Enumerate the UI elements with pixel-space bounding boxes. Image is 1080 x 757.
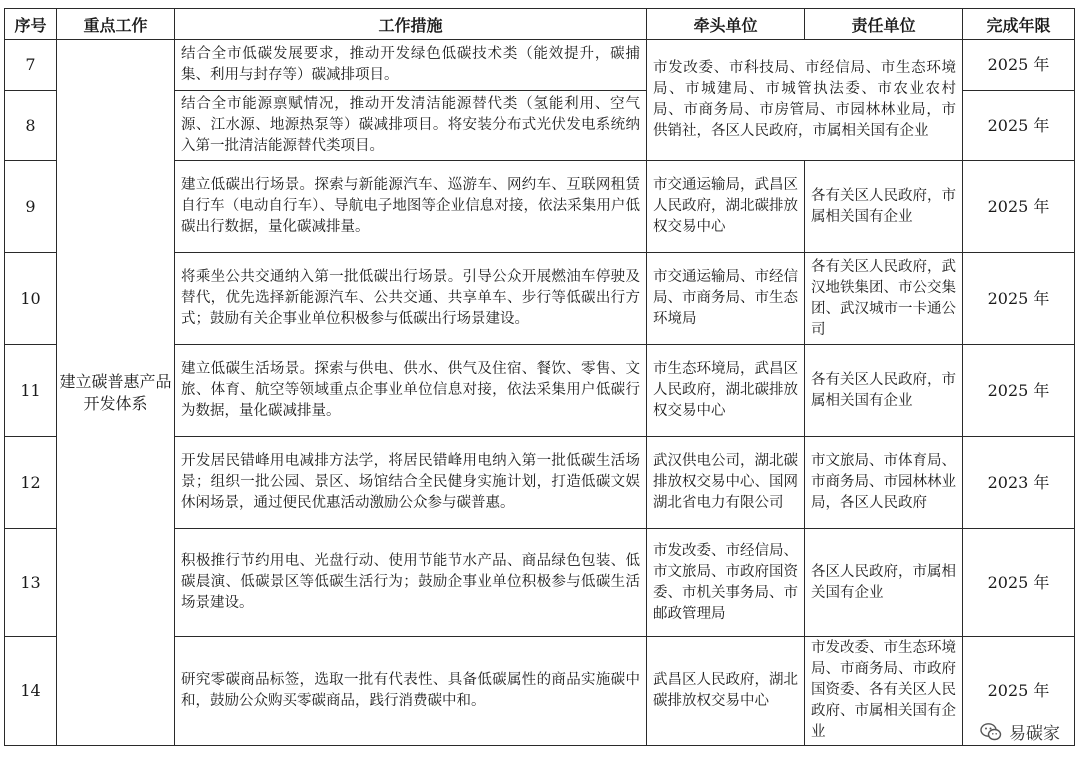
measure-text: 结合全市低碳发展要求，推动开发绿色低碳技术类（能效提升，碳捕集、利用与封存等）碳减排项目。 xyxy=(175,40,647,91)
header-no: 序号 xyxy=(5,9,57,40)
measure-text: 建立低碳生活场景。探索与供电、供水、供气及住宿、餐饮、零售、文旅、体育、航空等领域重点企事业单位信息对接，依法采集用户低碳行为数据，量化碳减排量。 xyxy=(175,345,647,437)
deadline: 2025 年 xyxy=(963,161,1075,253)
row-number: 11 xyxy=(5,345,57,437)
deadline: 2025 年 xyxy=(963,90,1075,161)
lead-unit: 武昌区人民政府，湖北碳排放权交易中心 xyxy=(647,636,805,745)
header-row xyxy=(5,9,1075,40)
watermark-text: 易碳家 xyxy=(1009,724,1060,744)
deadline: 2025 年 xyxy=(963,636,1075,745)
header-deadline: 完成年限 xyxy=(963,9,1075,40)
lead-unit: 市生态环境局，武昌区人民政府，湖北碳排放权交易中心 xyxy=(647,345,805,437)
row-number: 13 xyxy=(5,529,57,636)
responsible-unit: 各区人民政府，市属相关国有企业 xyxy=(805,529,963,636)
row-number: 14 xyxy=(5,636,57,745)
responsible-unit: 各有关区人民政府，市属相关国有企业 xyxy=(805,345,963,437)
key-work-category: 建立碳普惠产品开发体系 xyxy=(57,40,175,746)
measure-text: 结合全市能源禀赋情况，推动开发清洁能源替代类（氢能利用、空气源、江水源、地源热泵等）碳减排项目。将安装分布式光伏发电系统纳入第一批清洁能源替代类项目。 xyxy=(175,90,647,161)
measure-text: 积极推行节约用电、光盘行动、使用节能节水产品、商品绿色包装、低碳晨演、低碳景区等低碳生活行为；鼓励企事业单位积极参与低碳生活场景建设。 xyxy=(175,529,647,636)
deadline: 2025 年 xyxy=(963,40,1075,91)
table-row xyxy=(5,40,1075,91)
header-measures: 工作措施 xyxy=(175,9,647,40)
row-number: 8 xyxy=(5,90,57,161)
wechat-icon xyxy=(979,720,1003,744)
measure-text: 建立低碳出行场景。探索与新能源汽车、巡游车、网约车、互联网租赁自行车（电动自行车）、导航电子地图等企业信息对接，依法采集用户低碳出行数据，量化碳减排量。 xyxy=(175,161,647,253)
deadline: 2025 年 xyxy=(963,253,1075,345)
watermark xyxy=(975,718,1064,745)
work-measures-table xyxy=(4,8,1075,746)
row-number: 10 xyxy=(5,253,57,345)
responsible-unit: 市发改委、市生态环境局、市商务局、市政府国资委、各有关区人民政府、市属相关国有企业 xyxy=(805,636,963,745)
row-number: 7 xyxy=(5,40,57,91)
deadline: 2023 年 xyxy=(963,437,1075,529)
header-lead-unit: 牵头单位 xyxy=(647,9,805,40)
header-key-work: 重点工作 xyxy=(57,9,175,40)
lead-unit: 武汉供电公司，湖北碳排放权交易中心、国网湖北省电力有限公司 xyxy=(647,437,805,529)
row-number: 12 xyxy=(5,437,57,529)
deadline: 2025 年 xyxy=(963,345,1075,437)
measure-text: 开发居民错峰用电减排方法学，将居民错峰用电纳入第一批低碳生活场景；组织一批公园、景区、场馆结合全民健身实施计划，打造低碳文娱休闲场景，通过便民优惠活动激励公众参与碳普惠。 xyxy=(175,437,647,529)
measure-text: 将乘坐公共交通纳入第一批低碳出行场景。引导公众开展燃油车停驶及替代，优先选择新能源汽车、公共交通、共享单车、步行等低碳出行方式；鼓励有关企事业单位积极参与低碳出行场景建设。 xyxy=(175,253,647,345)
responsible-unit: 各有关区人民政府，市属相关国有企业 xyxy=(805,161,963,253)
lead-unit: 市发改委、市经信局、市文旅局、市政府国资委、市机关事务局、市邮政管理局 xyxy=(647,529,805,636)
deadline: 2025 年 xyxy=(963,529,1075,636)
lead-unit: 市交通运输局，武昌区人民政府，湖北碳排放权交易中心 xyxy=(647,161,805,253)
merged-units: 市发改委、市科技局、市经信局、市生态环境局、市城建局、市城管执法委、市农业农村局、市商务局、市房管局、市园林林业局，市供销社，各区人民政府，市属相关国有企业 xyxy=(647,40,963,161)
header-responsible-unit: 责任单位 xyxy=(805,9,963,40)
lead-unit: 市交通运输局、市经信局、市商务局、市生态环境局 xyxy=(647,253,805,345)
row-number: 9 xyxy=(5,161,57,253)
responsible-unit: 市文旅局、市体育局、市商务局、市园林林业局，各区人民政府 xyxy=(805,437,963,529)
responsible-unit: 各有关区人民政府，武汉地铁集团、市公交集团、武汉城市一卡通公司 xyxy=(805,253,963,345)
measure-text: 研究零碳商品标签，选取一批有代表性、具备低碳属性的商品实施碳中和，鼓励公众购买零碳商品，践行消费碳中和。 xyxy=(175,636,647,745)
